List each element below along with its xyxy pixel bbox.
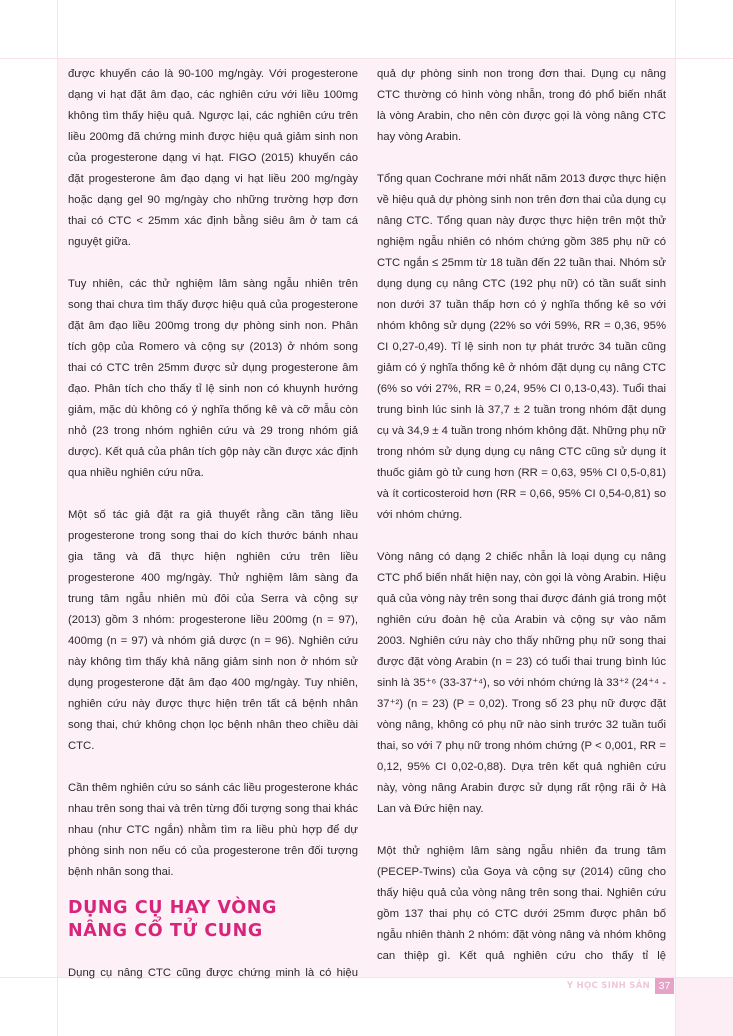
page-number: 37 <box>655 978 674 994</box>
left-column <box>68 64 358 984</box>
paragraph: Dụng cụ nâng CTC cũng được chứng minh là có hiệu <box>68 967 358 979</box>
journal-name: Y HỌC SINH SẢN <box>566 981 650 991</box>
paragraph: Một thử nghiệm lâm sàng ngẫu nhiên đa trung tâm (PECEP-Twins) của Goya và cộng sự (2014) cũng cho thấy hiệu quả của vòng nâng trên song thai. Nghiên cứu gồm 137 thai phụ có CTC dưới 25mm được phân bố ngẫu nhiên thành 2 nhóm: đặt vòng nâng và nhóm không can thiệp gì. Kết quả nghiên cứu cho thấy tỉ lệ <box>377 845 666 962</box>
corner-tint <box>675 977 733 1036</box>
paragraph: Vòng nâng có dạng 2 chiếc nhẫn là loại dụng cụ nâng CTC phổ biến nhất hiện nay, còn gọi là vòng Arabin. Hiệu quả của vòng này trên song thai được đánh giá trong một nghiên cứu đoàn hệ của Arabin và cộng sự vào năm 2003. Nghiên cứu này cho thấy những phụ nữ song thai được đặt vòng Arabin (n = 23) có tuổi thai trung bình lúc sinh là 35⁺⁶ (33-37⁺⁴), so với nhóm chứng là 33⁺² (24⁺⁴ - 37⁺²) (n = 23) (P = 0,02). Trong số 23 phụ nữ được đặt vòng nâng, không có phụ nữ nào sinh trước 32 tuần tuổi thai, so với 7 phụ nữ trong nhóm chứng (P < 0,001, RR = 0,12, 95% CI 0,02-0,88). Dựa trên kết quả nghiên cứu này, vòng nâng Arabin được sử dụng rất rộng rãi ở Hà Lan và Đức hiện nay. <box>377 551 666 815</box>
crop-mark-right <box>675 0 676 1036</box>
crop-mark-top <box>0 58 733 59</box>
paragraph: được khuyến cáo là 90-100 mg/ngày. Với progesterone dạng vi hạt đặt âm đạo, các nghiên cứu với liều 100mg không tìm thấy hiệu quả. Ngược lại, các nghiên cứu trên liều 200mg đã chứng minh được hiệu quả giảm sinh non của progesterone dạng vi hạt. FIGO (2015) khuyến cáo đặt progesterone âm đạo dạng vi hạt liều 200 mg/ngày hoặc dạng gel 90 mg/ngày cho những trường hợp đơn thai có CTC < 25mm xác định bằng siêu âm ở tam cá nguyệt giữa. <box>68 68 358 248</box>
paragraph: Cần thêm nghiên cứu so sánh các liều progesterone khác nhau trên song thai và trên từng đối tượng song thai khác nhau (như CTC ngắn) nhằm tìm ra liều phù hợp để dự phòng sinh non nếu có của progesterone trên đối tượng bệnh nhân song thai. <box>68 782 358 878</box>
paragraph: Tuy nhiên, các thử nghiệm lâm sàng ngẫu nhiên trên song thai chưa tìm thấy được hiệu quả của progesterone đặt âm đạo liều 200mg trong dự phòng sinh non. Phân tích gộp của Romero và cộng sự (2013) ở nhóm song thai có CTC trên 25mm được sử dụng progesterone âm đạo. Phân tích cho thấy tỉ lệ sinh non có khuynh hướng giảm, mặc dù không có ý nghĩa thống kê và cỡ mẫu còn nhỏ (23 trong nhóm nghiên cứu và 29 trong nhóm giả dược). Kết quả của phân tích gộp này cần được xác định qua nhiều nghiên cứu nữa. <box>68 278 358 479</box>
section-heading-line: NÂNG CỔ TỬ CUNG <box>68 921 263 941</box>
section-heading <box>68 897 358 943</box>
paragraph: Tổng quan Cochrane mới nhất năm 2013 được thực hiện về hiệu quả dự phòng sinh non trên đơn thai của dụng cụ nâng CTC. Tổng quan này được thực hiện trên một thử nghiệm ngẫu nhiên có nhóm chứng gồm 385 phụ nữ có CTC ngắn ≤ 25mm từ 18 tuần đến 22 tuần thai. Nhóm sử dụng dụng cụ nâng CTC (192 phụ nữ) có tần suất sinh non dưới 37 tuần thấp hơn có ý nghĩa thống kê so với nhóm không sử dụng (22% so với 59%, RR = 0,36, 95% CI 0,27-0,49). Tỉ lệ sinh non tự phát trước 34 tuần cũng giảm có ý nghĩa thống kê ở nhóm đặt dụng cụ nâng CTC (6% so với 27%, RR = 0,24, 95% CI 0,13-0,43). Tuổi thai trung bình lúc sinh là 37,7 ± 2 tuần trong nhóm đặt dụng cụ và 34,9 ± 4 tuần trong nhóm không đặt. Những phụ nữ trong nhóm sử dụng dụng cụ nâng CTC cũng sử dụng ít thuốc giảm gò tử cung hơn (RR = 0,63, 95% CI 0,5-0,81) và ít corticosteroid hơn (RR = 0,66, 95% CI 0,54-0,81) so với nhóm chứng. <box>377 173 666 521</box>
paragraph: Một số tác giả đặt ra giả thuyết rằng cần tăng liều progesterone trong song thai do kích thước bánh nhau gia tăng và đã thực hiện nghiên cứu trên liều progesterone 400 mg/ngày. Thử nghiệm lâm sàng đa trung tâm ngẫu nhiên mù đôi của Serra và cộng sự (2013) gồm 3 nhóm: progesterone liều 200mg (n = 97), 400mg (n = 97) và nhóm giả dược (n = 96). Nghiên cứu này không tìm thấy khả năng giảm sinh non ở nhóm sử dụng progesterone đặt âm đạo 400 mg/ngày. Tuy nhiên, nghiên cứu này được thực hiện trên tất cả bệnh nhân song thai, chứ không chọn lọc bệnh nhân theo chiều dài CTC. <box>68 509 358 752</box>
section-heading-line: DỤNG CỤ HAY VÒNG <box>68 898 277 918</box>
crop-mark-left <box>57 0 58 1036</box>
paragraph: quả dự phòng sinh non trong đơn thai. Dụng cụ nâng CTC thường có hình vòng nhẫn, trong đó phổ biến nhất là vòng Arabin, cho nên còn được gọi là vòng nâng CTC hay vòng Arabin. <box>377 68 666 143</box>
right-column <box>377 64 666 967</box>
